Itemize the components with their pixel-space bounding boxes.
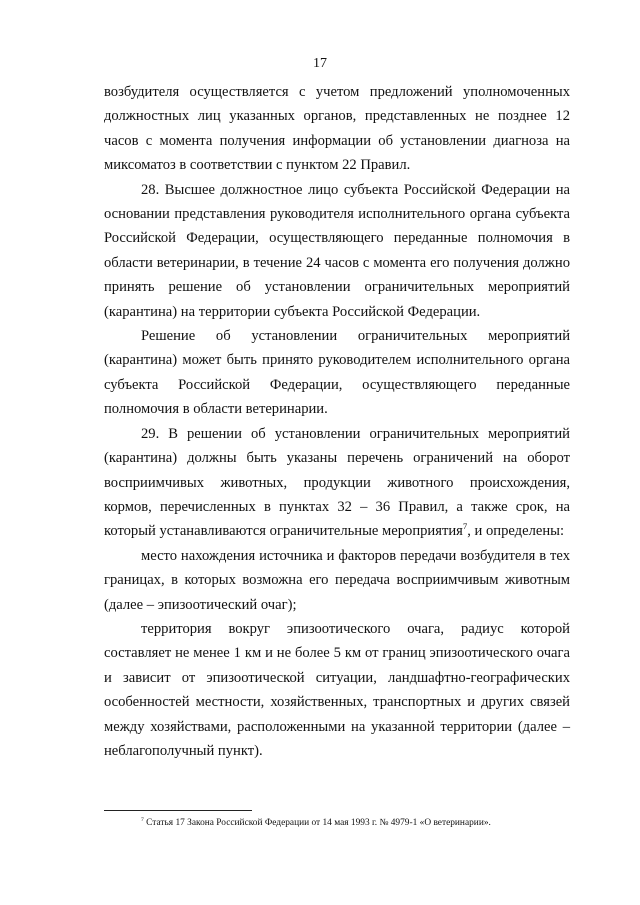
footnote-separator (104, 810, 252, 811)
page-number: 17 (313, 56, 327, 71)
footnote-text: Статья 17 Закона Российской Федерации от 14 мая 1993 г. № 4979-1 «О ветеринарии». (143, 818, 491, 828)
paragraph-item-29-text: 29. В решении об установлении ограничительных мероприятий (карантина) должны быть указаны перечень ограничений на оборот восприимчивых животных, продукции животного происхождения, кормов, перечисленных в пунктах 32 – 36 Правил, а также срок, на который устанавливаются ограничительные мероприятия (104, 425, 570, 540)
paragraph-epizootic-focus: место нахождения источника и факторов передачи возбудителя в тех границах, в которых возможна его передача восприимчивым животным (далее – эпизоотический очаг); (104, 547, 570, 613)
paragraph-item-28: 28. Высшее должностное лицо субъекта Российской Федерации на основании представления руководителя исполнительного органа субъекта Российской Федерации, осуществляющего переданные полномочия в области ветеринарии, в течение 24 часов с момента его получения должно принять решение об установлении ограничительных мероприятий (карантина) на территории субъекта Российской Федерации. (104, 181, 570, 320)
paragraph-affected-area: территория вокруг эпизоотического очага, радиус которой составляет не менее 1 км и не более 5 км от границ эпизоотического очага и зависит от эпизоотической ситуации, ландшафтно-географических особенностей местности, хозяйственных, транспортных и других связей между хозяйствами, расположенными на указанной территории (далее – неблагополучный пункт). (104, 620, 570, 759)
paragraph-item-29-tail: , и определены: (467, 523, 565, 540)
paragraph-decision: Решение об установлении ограничительных мероприятий (карантина) может быть принято руководителем исполнительного органа субъекта Российской Федерации, осуществляющего переданные полномочия в области ветеринарии. (104, 328, 570, 418)
footnote-reference[interactable]: 7 (462, 521, 468, 532)
footnote-marker: 7 (141, 816, 144, 823)
footnote (104, 817, 570, 829)
paragraph-continuation: возбудителя осуществляется с учетом предложений уполномоченных должностных лиц указанных органов, представленных не позднее 12 часов с момента получения информации об установлении диагноза на миксоматоз в соответствии с пунктом 22 Правил. (104, 84, 570, 174)
paragraph-item-29 (104, 422, 570, 544)
document-body (104, 80, 570, 763)
